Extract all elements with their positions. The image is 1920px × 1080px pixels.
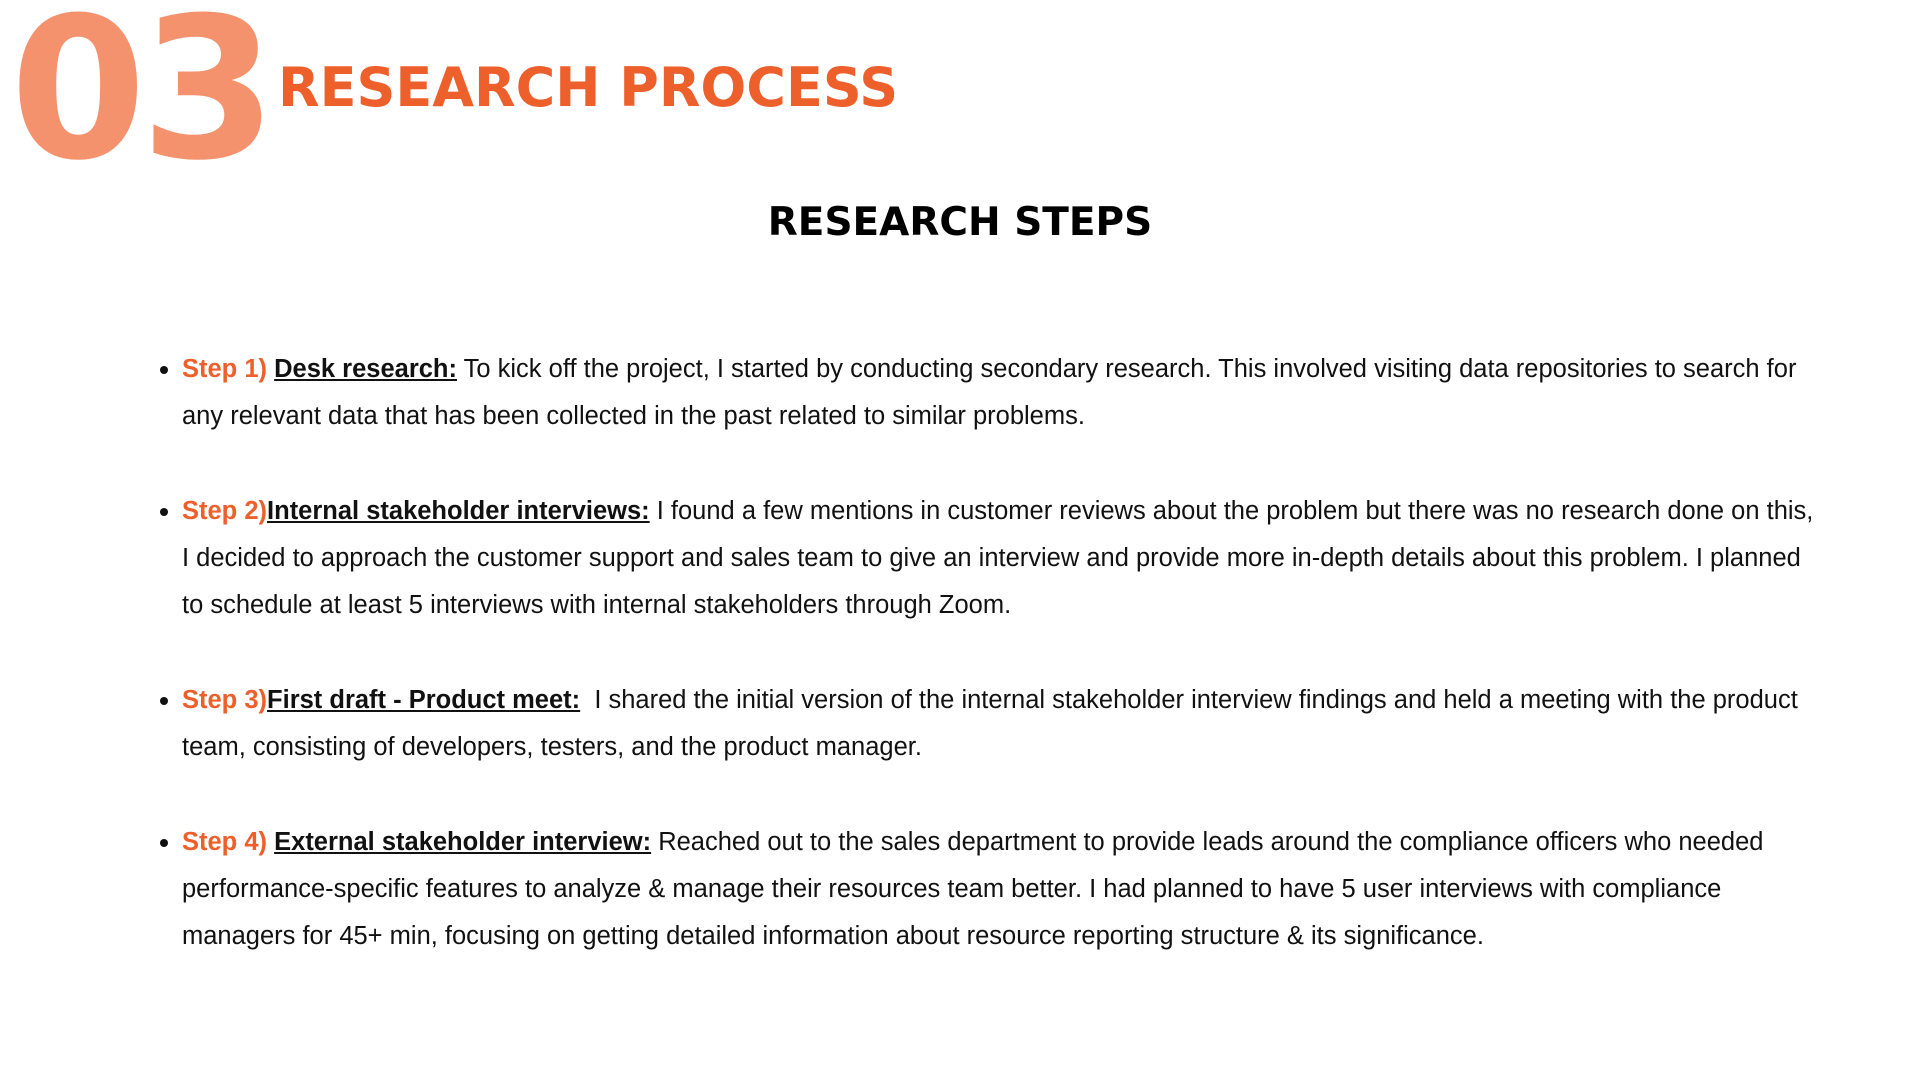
step-heading: External stakeholder interview: xyxy=(274,828,652,856)
step-item-3 xyxy=(182,677,1822,771)
step-heading: Desk research: xyxy=(274,355,457,383)
step-label: Step 4) xyxy=(182,828,268,856)
steps-list xyxy=(182,346,1822,1008)
section-number: 03 xyxy=(10,0,271,204)
step-item-4 xyxy=(182,819,1822,960)
step-label: Step 1) xyxy=(182,355,268,383)
step-text: I found a few mentions in customer reviews about the problem but there was no research done on this, I decided to approach the customer support and sales team to give an interview and provide more in-depth details about this problem. I planned to schedule at least 5 interviews with internal stakeholders through Zoom. xyxy=(182,497,1814,619)
step-text: I shared the initial version of the internal stakeholder interview findings and held a meeting with the product team, consisting of developers, testers, and the product manager. xyxy=(182,686,1798,761)
step-heading: Internal stakeholder interviews: xyxy=(267,497,650,525)
step-text: Reached out to the sales department to provide leads around the compliance officers who needed performance-specific features to analyze & manage their resources team better. I had planned to have 5 user interviews with compliance managers for 45+ min, focusing on getting detailed information about resource reporting structure & its significance. xyxy=(182,828,1764,950)
step-label: Step 2) xyxy=(182,497,268,525)
step-heading: First draft - Product meet: xyxy=(267,686,581,714)
step-text: To kick off the project, I started by conducting secondary research. This involved visiting data repositories to search for any relevant data that has been collected in the past related to similar problems. xyxy=(182,355,1797,430)
step-item-2 xyxy=(182,488,1822,629)
subtitle: RESEARCH STEPS xyxy=(767,200,1153,245)
step-item-1 xyxy=(182,346,1822,440)
step-label: Step 3) xyxy=(182,686,268,714)
section-title: RESEARCH PROCESS xyxy=(278,56,899,119)
